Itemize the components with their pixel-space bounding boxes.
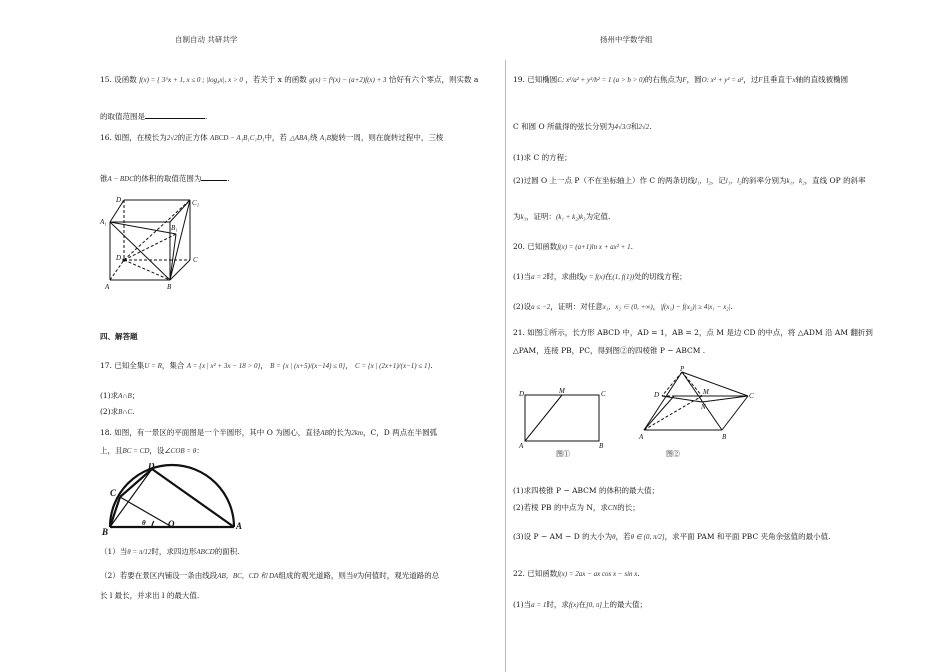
q20-line1: 20. 已知函数f(x) = (a+1)ln x + ax² + 1.: [513, 242, 633, 251]
label-B: B: [167, 283, 172, 291]
section-heading: 四、解答题: [100, 332, 138, 341]
fig1-label-C: C: [601, 390, 606, 398]
semi-label-B: B: [102, 527, 109, 537]
q15-piecewise: f(x) = { 3^x + 1, x ≤ 0 ; |log₄x|, x > 0: [139, 76, 243, 84]
q21-figure-1: [515, 385, 610, 457]
q16-line1: 16. 如图，在棱长为2√2的正方体 ABCD − A₁B₁C₁D₁中，若 △ABA₁绕 A₁B旋转一周，则在旋转过程中，三棱: [100, 133, 444, 142]
q19-part2: (2)过圆 O 上一点 P（不在坐标轴上）作 C 的两条切线l₁，l₂，记l₁，l₂的斜率分别为k₁，k₂，直线 OP 的斜率: [513, 176, 866, 185]
q17-part1: (1)求A∩B；: [100, 391, 140, 400]
fig1-label-M: M: [559, 387, 565, 395]
q21-part3: (3)设 P − AM − D 的大小为θ，若θ ∈ (0, π/2]，求平面 PAM 和平面 PBC 夹角余弦值的最小值.: [513, 532, 831, 541]
semi-label-O: O: [168, 519, 175, 529]
label-D1: D₁: [116, 196, 124, 204]
q18-part1: （1）当θ = π/12时，求四边形ABCD的面积.: [100, 547, 240, 556]
fig2-label-M: M: [703, 388, 709, 396]
q22-line1: 22. 已知函数f(x) = 2ax − ax cos x − sin x.: [513, 569, 640, 578]
q17-part2: (2)求B∩C.: [100, 407, 135, 416]
semi-label-theta: θ: [142, 519, 146, 527]
fig1-label-B: B: [599, 442, 604, 450]
fig1-caption: 图①: [556, 450, 570, 458]
q15-line1: 15. 设函数 f(x) = { 3^x + 1, x ≤ 0 ; |log₄x|, x > 0 ，若关于 x 的函数 g(x) = f²(x) − (a+2)f(x) + 3 恰好有六个零点，则实数 a: [100, 75, 479, 84]
header-left: 自制自动 共研共学: [175, 35, 238, 44]
column-divider: [505, 60, 506, 672]
header-right: 扬州中学数学组: [600, 35, 653, 44]
q18-part2: （2）若要在景区内铺设一条由线段AB，BC，CD 和 DA组成的观光道路，则当θ为何值时，观光道路的总: [100, 571, 440, 580]
q17-line1: 17. 已知全集U = R，集合 A = {x | x² + 3x − 18 > 0}， B = {x | (x+5)/(x−14) ≤ 0}， C = {x | (2x+1)/(x−1) ≤ 1}.: [100, 361, 433, 370]
q22-part1: (1)当a = 1时，求f(x)在[0, π]上的最大值；: [513, 600, 648, 609]
fig2-caption: 图②: [666, 450, 680, 458]
label-D: D: [116, 254, 122, 262]
label-A1: A₁: [100, 218, 107, 226]
q21-line1: 21. 如图①所示，长方形 ABCD 中，AD = 1，AB = 2，点 M 是边 CD 的中点，将 △ADM 沿 AM 翻折到: [513, 328, 873, 337]
fig2-label-N: N: [701, 403, 706, 411]
q19-line2: C 和圆 O 所截得的弦长分别为4√3/3和2√2.: [513, 122, 652, 131]
label-C: C: [193, 256, 198, 264]
semi-label-C: C: [110, 488, 117, 498]
q18-line2: 上，且BC = CD，设∠COB = θ：: [100, 446, 204, 455]
fig2-label-C: C: [749, 392, 754, 400]
fig1-label-A: A: [519, 442, 524, 450]
semi-label-A: A: [236, 521, 243, 531]
q16-line2: 锥A − BDC的体积的取值范围为 .: [100, 174, 230, 183]
q21-line2: △PAM，连接 PB，PC，得到图②的四棱锥 P − ABCM .: [513, 346, 706, 355]
q15-line2: 的取值范围是 .: [100, 112, 208, 121]
q21-part2: (2)若棱 PB 的中点为 N，求CN的长；: [513, 503, 640, 512]
q21-part1: (1)求四棱锥 P − ABCM 的体积的最大值；: [513, 486, 659, 495]
q19-line1: 19. 已知椭圆C: x²/a² + y²/b² = 1 (a > b > 0)的右焦点为F，圆O: x² + y² = a²，过F且垂直于x轴的直线被椭圆: [513, 75, 849, 84]
semicircle-figure: [100, 463, 245, 538]
fig2-label-A: A: [639, 433, 644, 441]
q21-figure-2: [636, 366, 756, 448]
q18-line1: 18. 如图，有一景区的平面图是一个半圆形，其中 O 为圆心，直径AB的长为2km，C，D 两点在半圆弧: [100, 428, 438, 437]
cube-figure: [96, 194, 206, 294]
semi-label-D: D: [148, 463, 155, 471]
q19-part2-line2: 为k₃，证明：(k₁ + k₂)k₃为定值.: [513, 212, 611, 221]
label-B1: B₁: [171, 224, 178, 232]
label-A: A: [105, 283, 110, 291]
fig1-label-D: D: [519, 390, 525, 398]
q19-part1: (1)求 C 的方程；: [513, 153, 572, 162]
q20-part2: (2)设a ≤ −2，证明：对任意x₁，x₂ ∈ (0, +∞)，|f(x₁) − f(x₂)| ≥ 4|x₁ − x₂|.: [513, 302, 733, 311]
q18-part2-line2: 长 l 最长，并求出 l 的最大值.: [100, 591, 200, 600]
label-C1: C₁: [192, 199, 200, 207]
q20-part1: (1)当a = 2时，求曲线y = f(x)在(1, f(1))处的切线方程；: [513, 272, 687, 281]
fig2-label-P: P: [680, 366, 685, 373]
fig2-label-B: B: [722, 433, 727, 441]
fig2-label-D: D: [654, 391, 660, 399]
